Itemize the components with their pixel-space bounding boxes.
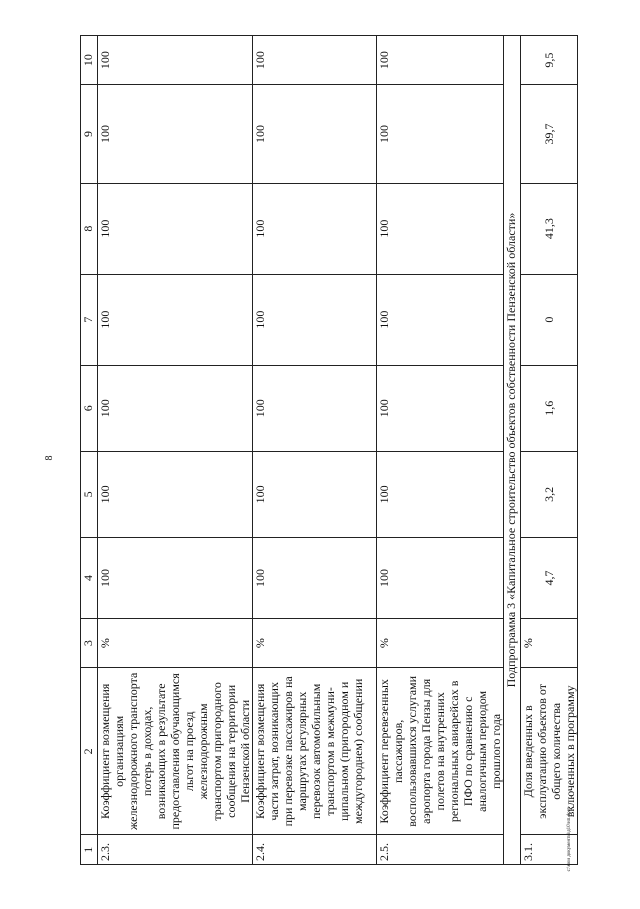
row-number: 2.4. [253,835,377,865]
column-header: 6 [81,365,98,451]
column-header: 9 [81,85,98,183]
unit-cell: % [253,619,377,668]
table-header-row [81,36,98,865]
value-cell: 0 [521,274,578,365]
indicator-name: Коэффициент перевезенных пассажиров, воспользовавшихся услугами аэропорта города Пензы для полетов на внутренних региональных авиарейсах в ПФО по сравнению с аналогичным периодом прошлого года [377,668,504,835]
value-cell: 100 [377,537,504,618]
row-number: 3.1. [521,835,578,865]
indicator-name: Доля введенных в эксплуатацию объектов от общего количества включенных в программу [521,668,578,835]
table-row [253,36,377,865]
column-header: 8 [81,183,98,274]
value-cell: 41,3 [521,183,578,274]
subprogram-row [504,36,521,865]
unit-cell: % [521,619,578,668]
page-number: 8 [44,455,55,461]
row-number: 2.5. [377,835,504,865]
column-header: 2 [81,668,98,835]
column-header: 7 [81,274,98,365]
value-cell: 4,7 [521,537,578,618]
value-cell: 100 [377,365,504,451]
indicator-name: Коэффициент возмещения части затрат, возникающих при перевозке пассажиров на маршрутах регулярных перевозок автомобильным транспортом в межмуни-ципальном (пригородном и междугороднем) сообщении [253,668,377,835]
column-header: 4 [81,537,98,618]
indicator-name: Коэффициент возмещения организациям железнодорожного транспорта потерь в доходах, возникающих в результате предоставления обучающимся льгот на проезд железнодорожным транспортом пригородного сообщения на территории Пензенской области [98,668,253,835]
column-header: 10 [81,36,98,85]
value-cell: 100 [253,537,377,618]
row-number: 2.3. [98,835,253,865]
subprogram-title: Подпрограмма 3 «Капитальное строительство объектов собственности Пензенской области» [504,36,521,865]
value-cell: 100 [253,365,377,451]
column-header: 3 [81,619,98,668]
value-cell: 100 [377,183,504,274]
table-row [377,36,504,865]
unit-cell: % [98,619,253,668]
column-header: 1 [81,835,98,865]
value-cell: 100 [98,537,253,618]
footer-file-path: c:\мои документы\д10\нп.docx [567,806,572,872]
value-cell: 9,5 [521,36,578,85]
value-cell: 100 [377,36,504,85]
value-cell: 3,2 [521,451,578,537]
value-cell: 100 [377,451,504,537]
column-header: 5 [81,451,98,537]
value-cell: 100 [98,36,253,85]
value-cell: 100 [98,365,253,451]
value-cell: 100 [253,183,377,274]
value-cell: 100 [98,85,253,183]
value-cell: 100 [98,183,253,274]
value-cell: 100 [98,451,253,537]
value-cell: 39,7 [521,85,578,183]
value-cell: 100 [253,274,377,365]
value-cell: 100 [253,36,377,85]
table-row [521,36,578,865]
value-cell: 100 [253,451,377,537]
value-cell: 100 [98,274,253,365]
value-cell: 100 [377,85,504,183]
unit-cell: % [377,619,504,668]
value-cell: 1,6 [521,365,578,451]
value-cell: 100 [377,274,504,365]
table-row [98,36,253,865]
value-cell: 100 [253,85,377,183]
indicators-table [80,35,578,865]
